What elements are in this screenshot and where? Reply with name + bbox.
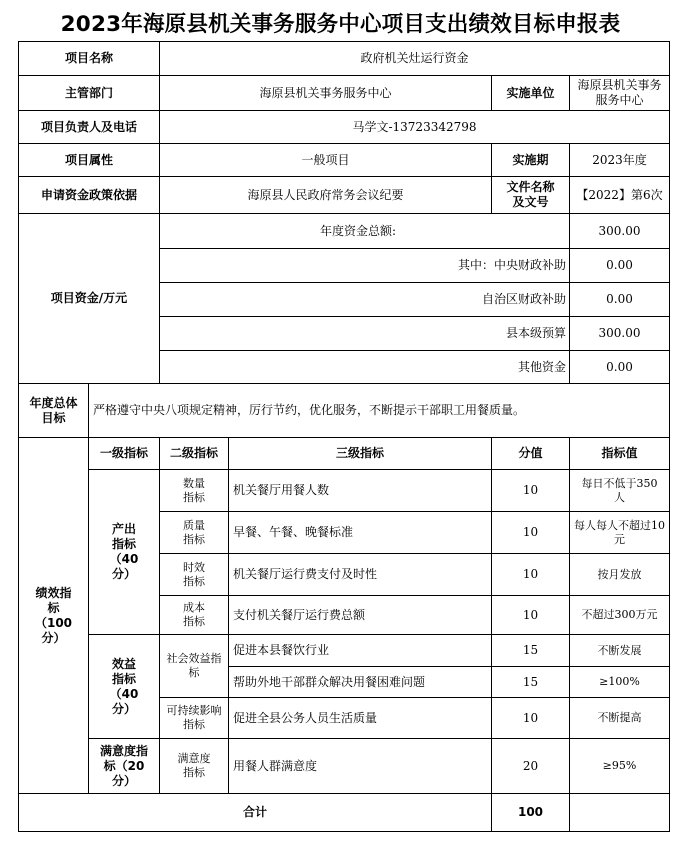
owner-value: 马学文-13723342798 bbox=[352, 119, 477, 134]
level2-sustain: 可持续影响指标 bbox=[166, 704, 222, 731]
project-name-label: 项目名称 bbox=[64, 51, 113, 65]
header-value: 指标值 bbox=[601, 446, 638, 460]
total-score: 100 bbox=[517, 805, 544, 819]
row4-indicator: 支付机关餐厅运行费总额 bbox=[233, 607, 366, 622]
level2-satisfaction: 满意度指标 bbox=[177, 752, 211, 779]
row7-score: 10 bbox=[522, 710, 539, 725]
funds-other-label: 其他资金 bbox=[517, 359, 566, 374]
funds-county-value: 300.00 bbox=[598, 326, 641, 340]
funds-region-value: 0.00 bbox=[606, 292, 633, 306]
row5-score: 15 bbox=[522, 643, 539, 657]
funds-label: 项目资金/万元 bbox=[50, 291, 128, 305]
funds-region-label: 自治区财政补助 bbox=[481, 292, 566, 306]
attr-label: 项目属性 bbox=[64, 152, 113, 167]
level2-quantity: 数量指标 bbox=[183, 476, 205, 504]
funds-other-value: 0.00 bbox=[606, 359, 633, 374]
level1-benefit: 效益指标（40分） bbox=[109, 656, 139, 716]
level1-satisfaction: 满意度指标（20分） bbox=[99, 743, 148, 788]
level1-output: 产出指标（40分） bbox=[109, 522, 139, 581]
row8-score: 20 bbox=[522, 758, 539, 773]
annual-goal-text: 严格遵守中央八项规定精神，厉行节约，优化服务，不断提示干部职工用餐质量。 bbox=[93, 403, 526, 417]
row6-score: 15 bbox=[522, 674, 539, 689]
funds-total-label: 年度资金总额: bbox=[320, 223, 397, 238]
level2-quality: 质量指标 bbox=[183, 518, 205, 546]
row3-score: 10 bbox=[522, 567, 539, 581]
impl-unit-label: 实施单位 bbox=[506, 85, 555, 100]
funds-county-label: 县本级预算 bbox=[505, 326, 566, 340]
doc-value: 【2022】第6次 bbox=[576, 187, 663, 202]
row7-indicator: 促进全县公务人员生活质量 bbox=[233, 710, 378, 725]
level2-cost: 成本指标 bbox=[183, 601, 205, 628]
period-label: 实施期 bbox=[512, 152, 549, 167]
dept-value: 海原县机关事务服务中心 bbox=[259, 85, 392, 100]
level2-timeliness: 时效指标 bbox=[183, 560, 205, 588]
row2-value: 每人每人不超过10元 bbox=[574, 518, 665, 546]
row7-value: 不断提高 bbox=[597, 711, 642, 725]
period-value: 2023年度 bbox=[592, 152, 647, 167]
page-title: 2023年海原县机关事务服务中心项目支出绩效目标申报表 bbox=[60, 12, 621, 37]
funds-central-label: 其中：中央财政补助 bbox=[457, 258, 566, 272]
row5-value: 不断发展 bbox=[597, 643, 642, 657]
row6-indicator: 帮助外地干部群众解决用餐困难问题 bbox=[233, 674, 426, 689]
funds-total-value: 300.00 bbox=[598, 223, 641, 238]
header-level1: 一级指标 bbox=[99, 446, 148, 460]
row2-indicator: 早餐、午餐、晚餐标准 bbox=[233, 525, 354, 539]
policy-value: 海原县人民政府常务会议纪要 bbox=[247, 187, 404, 202]
perf-label: 绩效指标（100分） bbox=[34, 585, 73, 645]
header-score: 分值 bbox=[518, 446, 543, 460]
row8-value: ≥95% bbox=[602, 759, 637, 773]
row4-value: 不超过300万元 bbox=[581, 608, 658, 622]
row5-indicator: 促进本县餐饮行业 bbox=[233, 643, 330, 657]
funds-central-value: 0.00 bbox=[606, 258, 633, 272]
attr-value: 一般项目 bbox=[301, 152, 350, 167]
policy-label: 申请资金政策依据 bbox=[40, 187, 137, 202]
doc-label: 文件名称及文号 bbox=[506, 180, 555, 209]
row1-value: 每日不低于350人 bbox=[581, 476, 658, 504]
row4-score: 10 bbox=[522, 607, 539, 622]
row2-score: 10 bbox=[522, 525, 539, 539]
row3-indicator: 机关餐厅运行费支付及时性 bbox=[233, 567, 378, 581]
row6-value: ≥100% bbox=[599, 675, 640, 689]
row8-indicator: 用餐人群满意度 bbox=[233, 758, 318, 773]
project-name-value: 政府机关灶运行资金 bbox=[360, 51, 469, 65]
impl-unit-value: 海原县机关事务服务中心 bbox=[577, 78, 662, 107]
header-level2: 二级指标 bbox=[169, 446, 218, 460]
row1-score: 10 bbox=[522, 483, 539, 497]
owner-label: 项目负责人及电话 bbox=[40, 119, 137, 134]
level2-social: 社会效益指标 bbox=[166, 652, 222, 679]
row3-value: 按月发放 bbox=[597, 567, 642, 581]
total-label: 合计 bbox=[242, 805, 267, 819]
dept-label: 主管部门 bbox=[64, 85, 113, 100]
header-level3: 三级指标 bbox=[335, 446, 384, 460]
annual-goal-label: 年度总体目标 bbox=[29, 395, 78, 425]
row1-indicator: 机关餐厅用餐人数 bbox=[233, 483, 330, 497]
